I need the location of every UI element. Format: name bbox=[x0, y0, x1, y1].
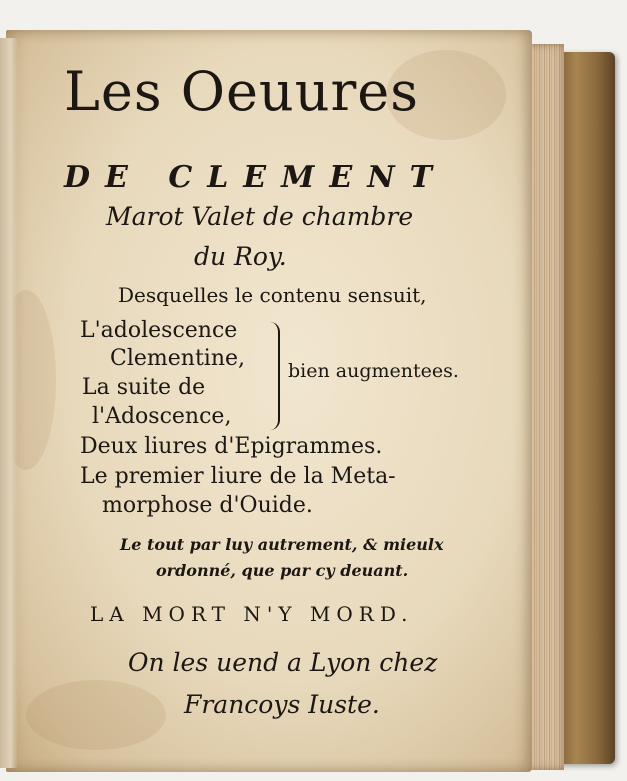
contents-item: L'adolescence bbox=[80, 318, 238, 343]
contents-item: morphose d'Ouide. bbox=[102, 493, 313, 518]
author-office-line-1: Marot Valet de chambre bbox=[106, 202, 414, 231]
contents-intro: Desquelles le contenu sensuit, bbox=[118, 283, 427, 307]
curly-brace bbox=[264, 322, 280, 430]
title-page bbox=[6, 30, 532, 772]
edition-note-line-2: ordonné, que par cy deuant. bbox=[156, 561, 409, 580]
contents-item: l'Adoscence, bbox=[92, 404, 232, 429]
imprint-line-2: Francoys Iuste. bbox=[184, 690, 380, 719]
paper-stain bbox=[26, 680, 166, 750]
contents-item: Le premier liure de la Meta- bbox=[80, 464, 396, 489]
contents-item: Deux liures d'Epigrammes. bbox=[80, 434, 383, 459]
author-office-line-2: du Roy. bbox=[194, 242, 287, 271]
contents-item: La suite de bbox=[82, 375, 206, 400]
author-name: DE CLEMENT bbox=[64, 160, 447, 195]
motto: LA MORT N'Y MORD. bbox=[90, 602, 414, 626]
book-cover bbox=[555, 52, 615, 764]
book bbox=[0, 30, 618, 772]
bracket-note: bien augmentees. bbox=[288, 360, 459, 382]
imprint-line-1: On les uend a Lyon chez bbox=[128, 648, 438, 677]
edition-note-line-1: Le tout par luy autrement, & mieulx bbox=[120, 535, 444, 554]
spine-shadow bbox=[0, 38, 18, 768]
contents-item: Clementine, bbox=[110, 346, 245, 371]
book-title: Les Oeuures bbox=[64, 60, 419, 123]
